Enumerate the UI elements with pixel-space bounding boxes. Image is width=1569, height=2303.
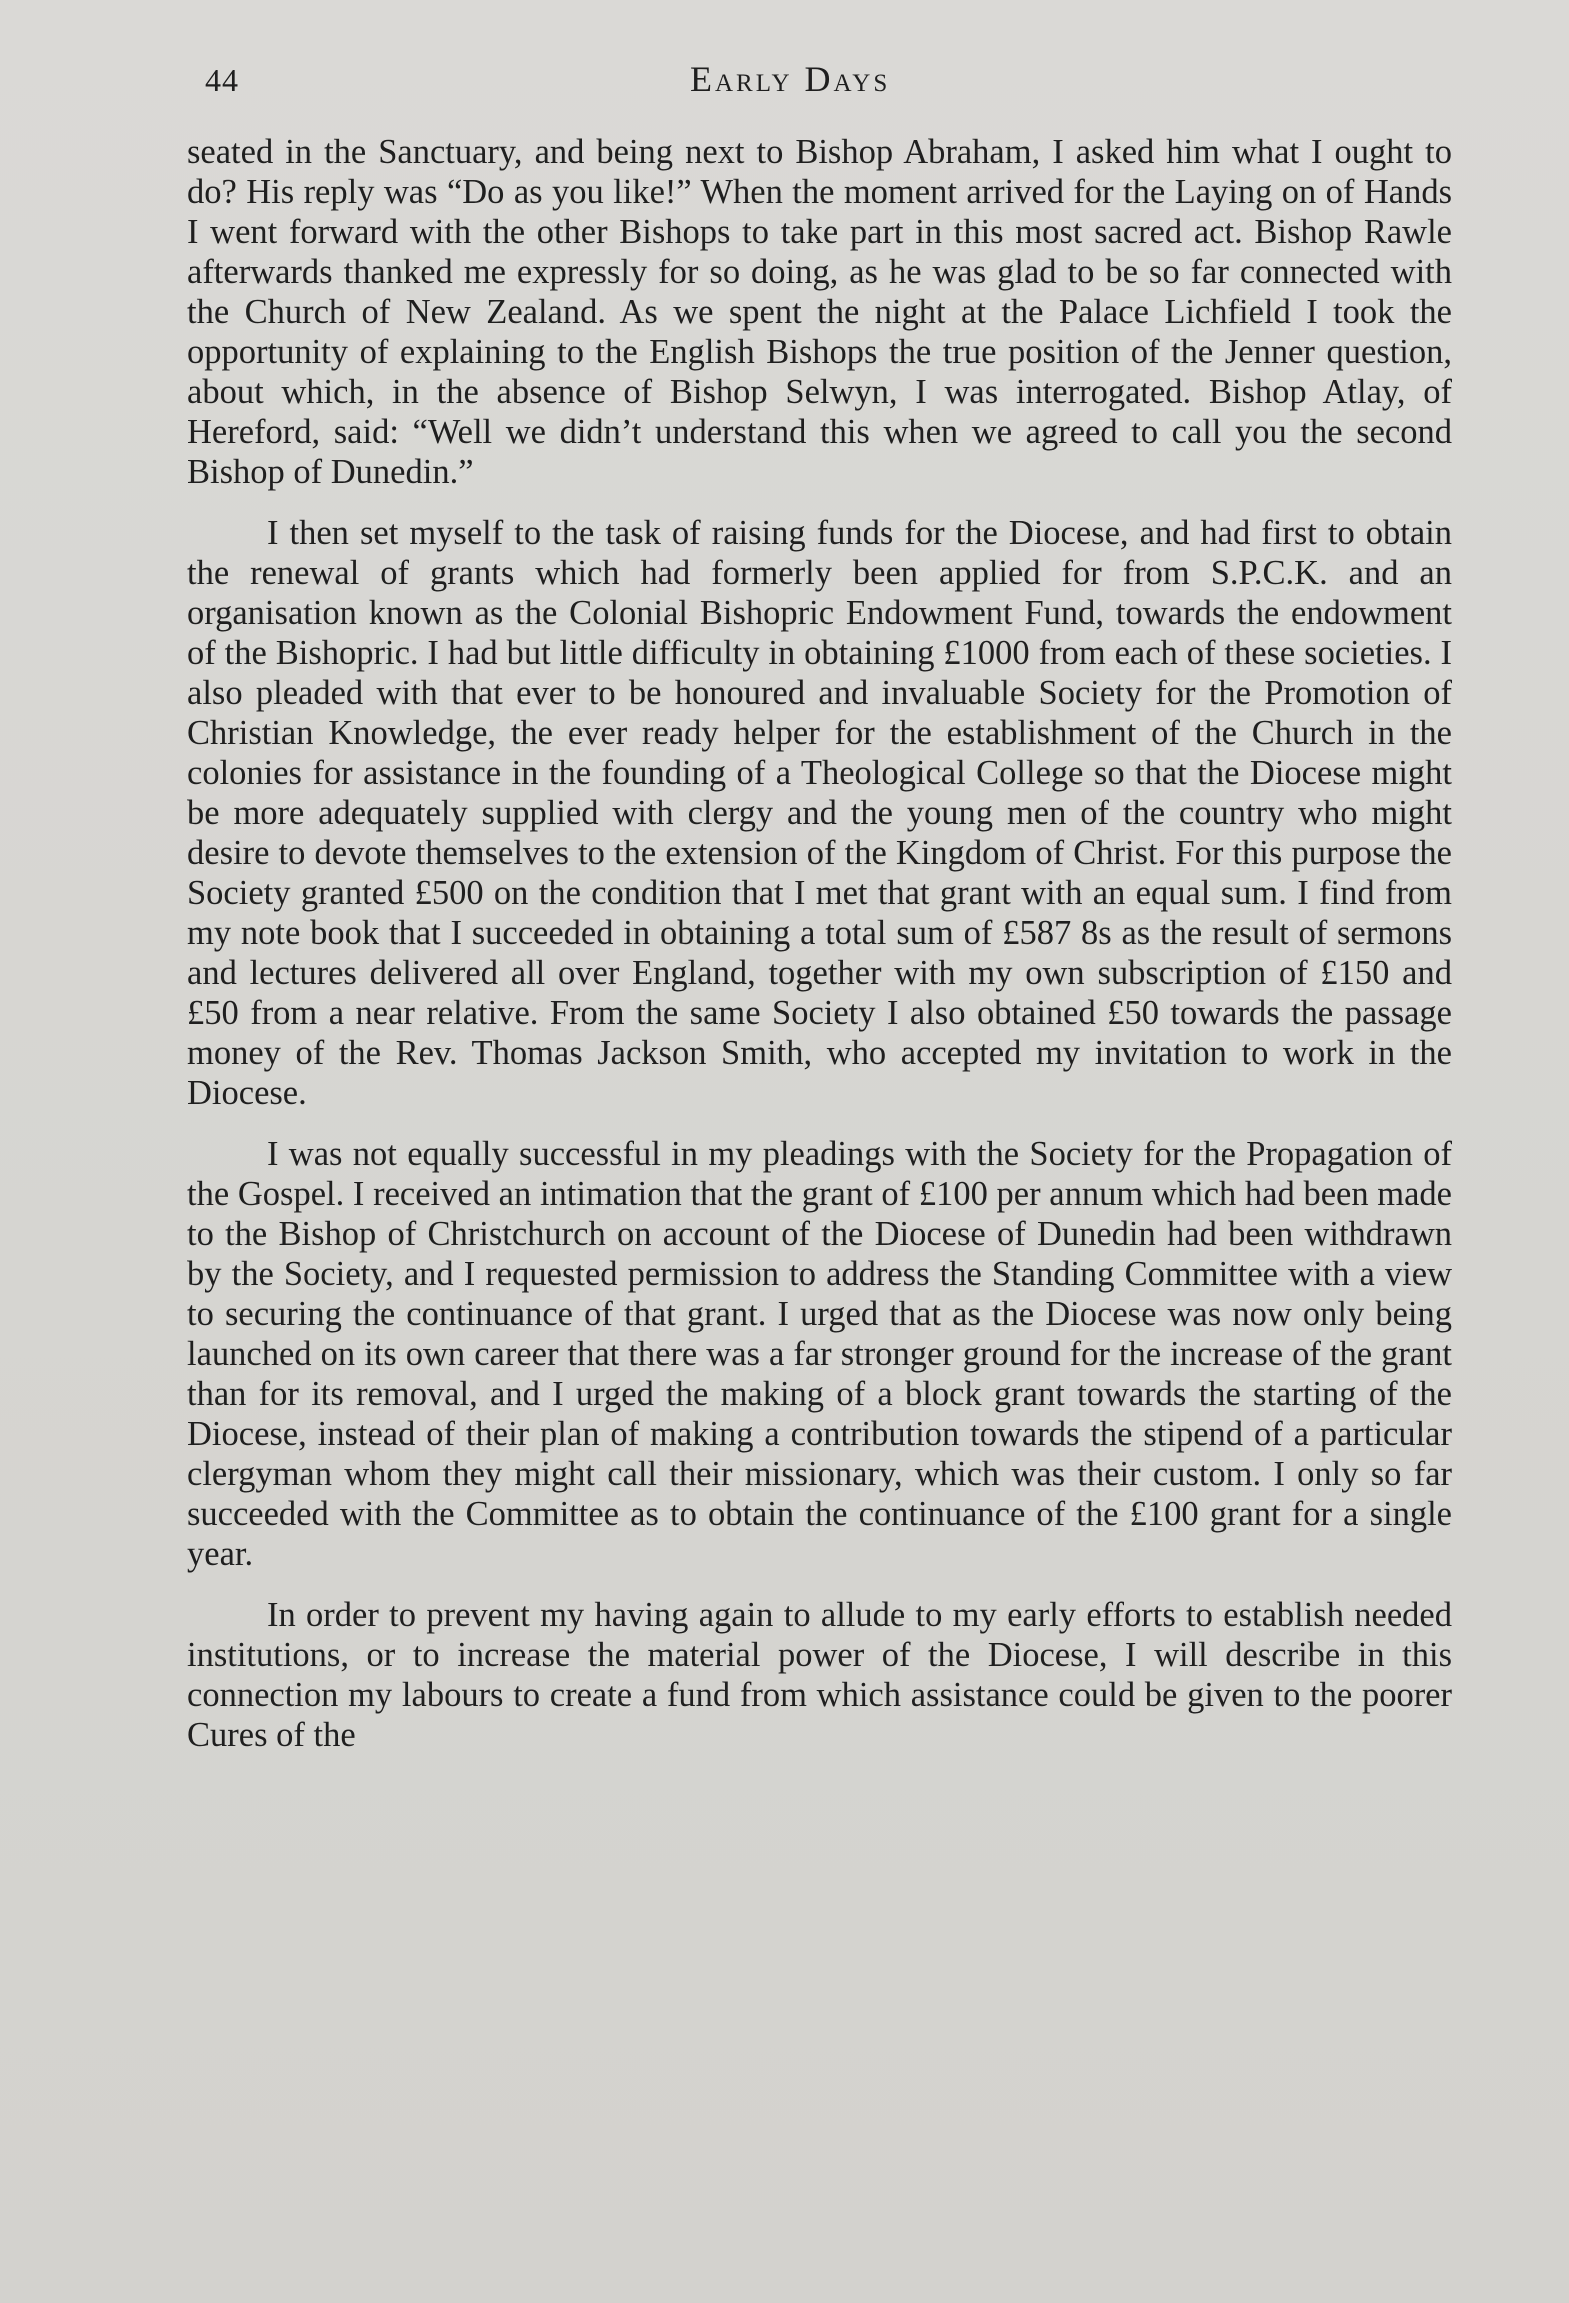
running-title: Early Days — [690, 59, 891, 99]
body-text — [187, 132, 1452, 1755]
page-number: 44 — [205, 62, 239, 98]
paragraph-poorer-cures: In order to prevent my having again to allude to my early efforts to establish needed institutions, or to increase the material power of the Diocese, I will describe in this connection my labours to create a fund from which assistance could be given to the poorer Cures of the — [187, 1596, 1452, 1754]
running-head — [0, 58, 1569, 98]
paragraph-continuation: seated in the Sanctuary, and being next to Bishop Abraham, I asked him what I ought to do? His reply was “Do as you like!” When the moment arrived for the Laying on of Hands I went forward with the other Bishops to take part in this most sacred act. Bishop Rawle afterwards thanked me expressly for so doing, as he was glad to be so far connected with the Church of New Zealand. As we spent the night at the Palace Lichfield I took the opportunity of explaining to the English Bishops the true position of the Jenner question, about which, in the absence of Bishop Selwyn, I was interrogated. Bishop Atlay, of Hereford, said: “Well we didn’t understand this when we agreed to call you the second Bishop of Dunedin.” — [187, 133, 1452, 491]
paragraph-raising-funds: I then set myself to the task of raising funds for the Diocese, and had first to obtain the renewal of grants which had formerly been applied for from S.P.C.K. and an organisation known as the Colonial Bishopric Endowment Fund, towards the endowment of the Bishopric. I had but little difficulty in obtaining £1000 from each of these societies. I also pleaded with that ever to be honoured and invaluable Society for the Promotion of Christian Knowledge, the ever ready helper for the establishment of the Church in the colonies for assistance in the founding of a Theological College so that the Diocese might be more adequately supplied with clergy and the young men of the country who might desire to devote themselves to the extension of the Kingdom of Christ. For this purpose the Society granted £500 on the condition that I met that grant with an equal sum. I find from my note book that I succeeded in obtaining a total sum of £587 8s as the result of sermons and lectures delivered all over England, together with my own subscription of £150 and £50 from a near relative. From the same Society I also obtained £50 towards the passage money of the Rev. Thomas Jackson Smith, who accepted my invitation to work in the Diocese. — [187, 514, 1452, 1112]
paragraph-propagation-society: I was not equally successful in my pleadings with the Society for the Propagation of the Gospel. I received an intimation that the grant of £100 per annum which had been made to the Bishop of Christchurch on account of the Diocese of Dunedin had been withdrawn by the Society, and I requested permission to address the Standing Committee with a view to securing the continuance of that grant. I urged that as the Diocese was now only being launched on its own career that there was a far stronger ground for the increase of the grant than for its removal, and I urged the making of a block grant towards the starting of the Diocese, instead of their plan of making a contribution towards the stipend of a particular clergyman whom they might call their missionary, which was their custom. I only so far succeeded with the Committee as to obtain the continuance of the £100 grant for a single year. — [187, 1135, 1452, 1573]
